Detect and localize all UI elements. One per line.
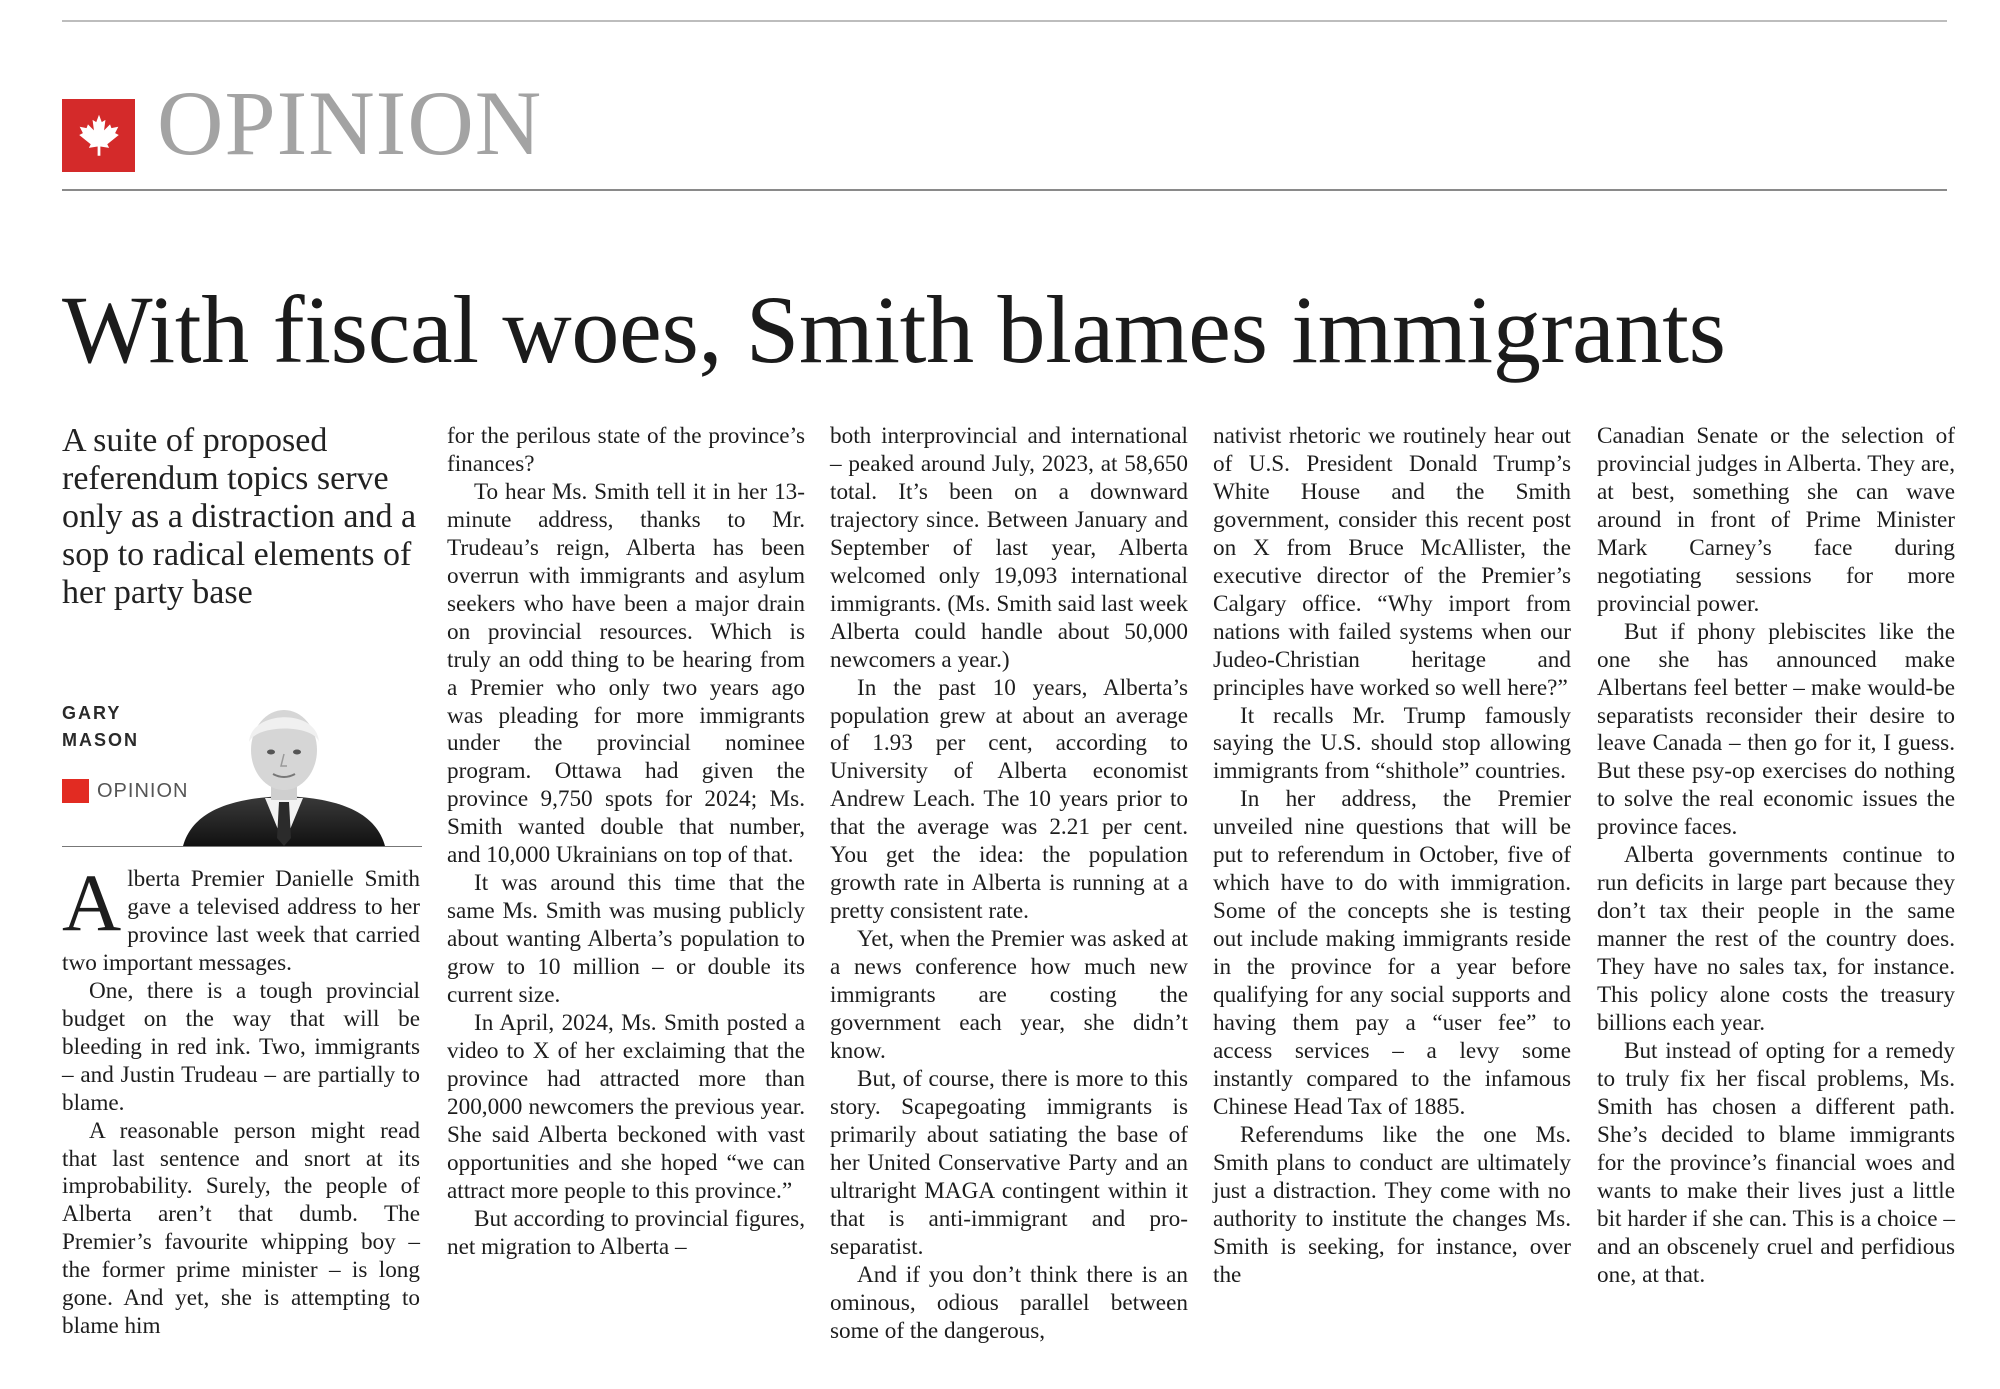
article-column-2 xyxy=(447,423,805,1262)
author-tag-label: OPINION xyxy=(97,779,189,802)
paragraph xyxy=(62,857,420,978)
article-column-1 xyxy=(62,857,420,1341)
section-header xyxy=(62,72,543,190)
article-column-4 xyxy=(1213,423,1571,1290)
paragraph: It was around this time that the same Ms. Smith was musing publicly about wanting Alberta’s population to grow to 10 million – or double its current size. xyxy=(447,870,805,1009)
paragraph: It recalls Mr. Trump famously saying the U.S. should stop allowing immigrants from “shithole” countries. xyxy=(1213,702,1571,785)
byline xyxy=(62,700,188,803)
paragraph: Yet, when the Premier was asked at a news conference how much new immigrants are costing the government each year, she didn’t know. xyxy=(830,926,1188,1064)
author-photo xyxy=(173,698,395,846)
paragraph: Referendums like the one Ms. Smith plans to conduct are ultimately just a distraction. They come with no authority to institute the changes Ms. Smith is seeking, for instance, over the xyxy=(1213,1121,1571,1288)
paragraph: for the perilous state of the province’s finances? xyxy=(447,423,805,477)
maple-leaf-icon xyxy=(62,99,135,172)
top-rule xyxy=(62,20,1947,22)
paragraph: both interprovincial and international – peaked around July, 2023, at 58,650 total. It’s been on a downward trajectory since. Between January and September of last year, Alberta welcomed only 19,093 international immigrants. (Ms. Smith said last week Alberta could handle about 50,000 newcomers a year.) xyxy=(830,423,1188,673)
paragraph: One, there is a tough provincial budget on the way that will be bleeding in red ink. Two, immigrants – and Justin Trudeau – are partially to blame. xyxy=(62,977,420,1116)
paragraph: But, of course, there is more to this story. Scapegoating immigrants is primarily about satiating the base of her United Conservative Party and an ultraright MAGA contingent within it that is anti-immigrant and pro-separatist. xyxy=(830,1065,1188,1260)
paragraph-text: lberta Premier Danielle Smith gave a televised address to her province last week that carried two important messages. xyxy=(62,866,420,976)
paragraph: In her address, the Premier unveiled nine questions that will be put to referendum in October, five of which have to do with immigration. Some of the concepts she is testing out include making immigrants reside in the province for a year before qualifying for any social supports and having them pay a “user fee” to access services – a levy some instantly compared to the infamous Chinese Head Tax of 1885. xyxy=(1213,786,1571,1120)
paragraph: And if you don’t think there is an ominous, odious parallel between some of the dangerous, xyxy=(830,1261,1188,1344)
paragraph: A reasonable person might read that last sentence and snort at its improbability. Surely, the people of Alberta aren’t that dumb. The Premier’s favourite whipping boy – the former prime minister – is long gone. And yet, she is attempting to blame him xyxy=(62,1117,420,1340)
paragraph: In the past 10 years, Alberta’s population grew at about an average of 1.93 per cent, according to University of Alberta economist Andrew Leach. The 10 years prior to that the average was 2.21 per cent. You get the idea: the population growth rate in Alberta is running at a pretty consistent rate. xyxy=(830,674,1188,925)
paragraph: Alberta governments continue to run deficits in large part because they don’t tax their people in the same manner the rest of the country does. They have no sales tax, for instance. This policy alone costs the treasury billions each year. xyxy=(1597,842,1955,1037)
paragraph: Canadian Senate or the selection of provincial judges in Alberta. They are, at best, something she can wave around in front of Prime Minister Mark Carney’s face during negotiating sessions for more provincial power. xyxy=(1597,423,1955,617)
deck: A suite of proposed referendum topics serve only as a distraction and a sop to radical elements of her party base xyxy=(62,422,417,611)
opinion-square-icon xyxy=(62,779,89,803)
article-column-3 xyxy=(830,423,1188,1345)
article-column-5 xyxy=(1597,423,1955,1290)
paragraph: To hear Ms. Smith tell it in her 13-minute address, thanks to Mr. Trudeau’s reign, Alberta has been overrun with immigrants and asylum seekers who have been a major drain on provincial resources. Which is truly an odd thing to be hearing from a Premier who only two years ago was pleading for more immigrants under the provincial nominee program. Ottawa had given the province 9,750 spots for 2024; Ms. Smith wanted double that number, and 10,000 Ukrainians on top of that. xyxy=(447,478,805,869)
dropcap: A xyxy=(62,857,122,948)
paragraph: But if phony plebiscites like the one she has announced make Albertans feel better – make would-be separatists reconsider their desire to leave Canada – then go for it, I guess. But these psy-op exercises do nothing to solve the real economic issues the province faces. xyxy=(1597,618,1955,841)
paragraph: But instead of opting for a remedy to truly fix her fiscal problems, Ms. Smith has chosen a different path. She’s decided to blame immigrants for the province’s financial woes and wants to make their lives just a little bit harder if she can. This is a choice – and an obscenely cruel and perfidious one, at that. xyxy=(1597,1037,1955,1288)
section-title: OPINION xyxy=(157,72,543,174)
header-rule xyxy=(62,189,1947,191)
headline: With fiscal woes, Smith blames immigrants xyxy=(62,276,1726,383)
paragraph: But according to provincial figures, net migration to Alberta – xyxy=(447,1205,805,1260)
byline-rule xyxy=(62,846,422,847)
paragraph: nativist rhetoric we routinely hear out of U.S. President Donald Trump’s White House and the Smith government, consider this recent post on X from Bruce McAllister, the executive director of the Premier’s Calgary office. “Why import from nations with failed systems when our Judeo-Christian heritage and principles have worked so well here?” xyxy=(1213,423,1571,701)
author-tag[interactable] xyxy=(62,779,188,803)
author-name[interactable]: GARY MASON xyxy=(62,703,139,750)
paragraph: In April, 2024, Ms. Smith posted a video to X of her exclaiming that the province had attracted more than 200,000 newcomers the previous year. She said Alberta beckoned with vast opportunities and she hoped “we can attract more people to this province.” xyxy=(447,1010,805,1204)
